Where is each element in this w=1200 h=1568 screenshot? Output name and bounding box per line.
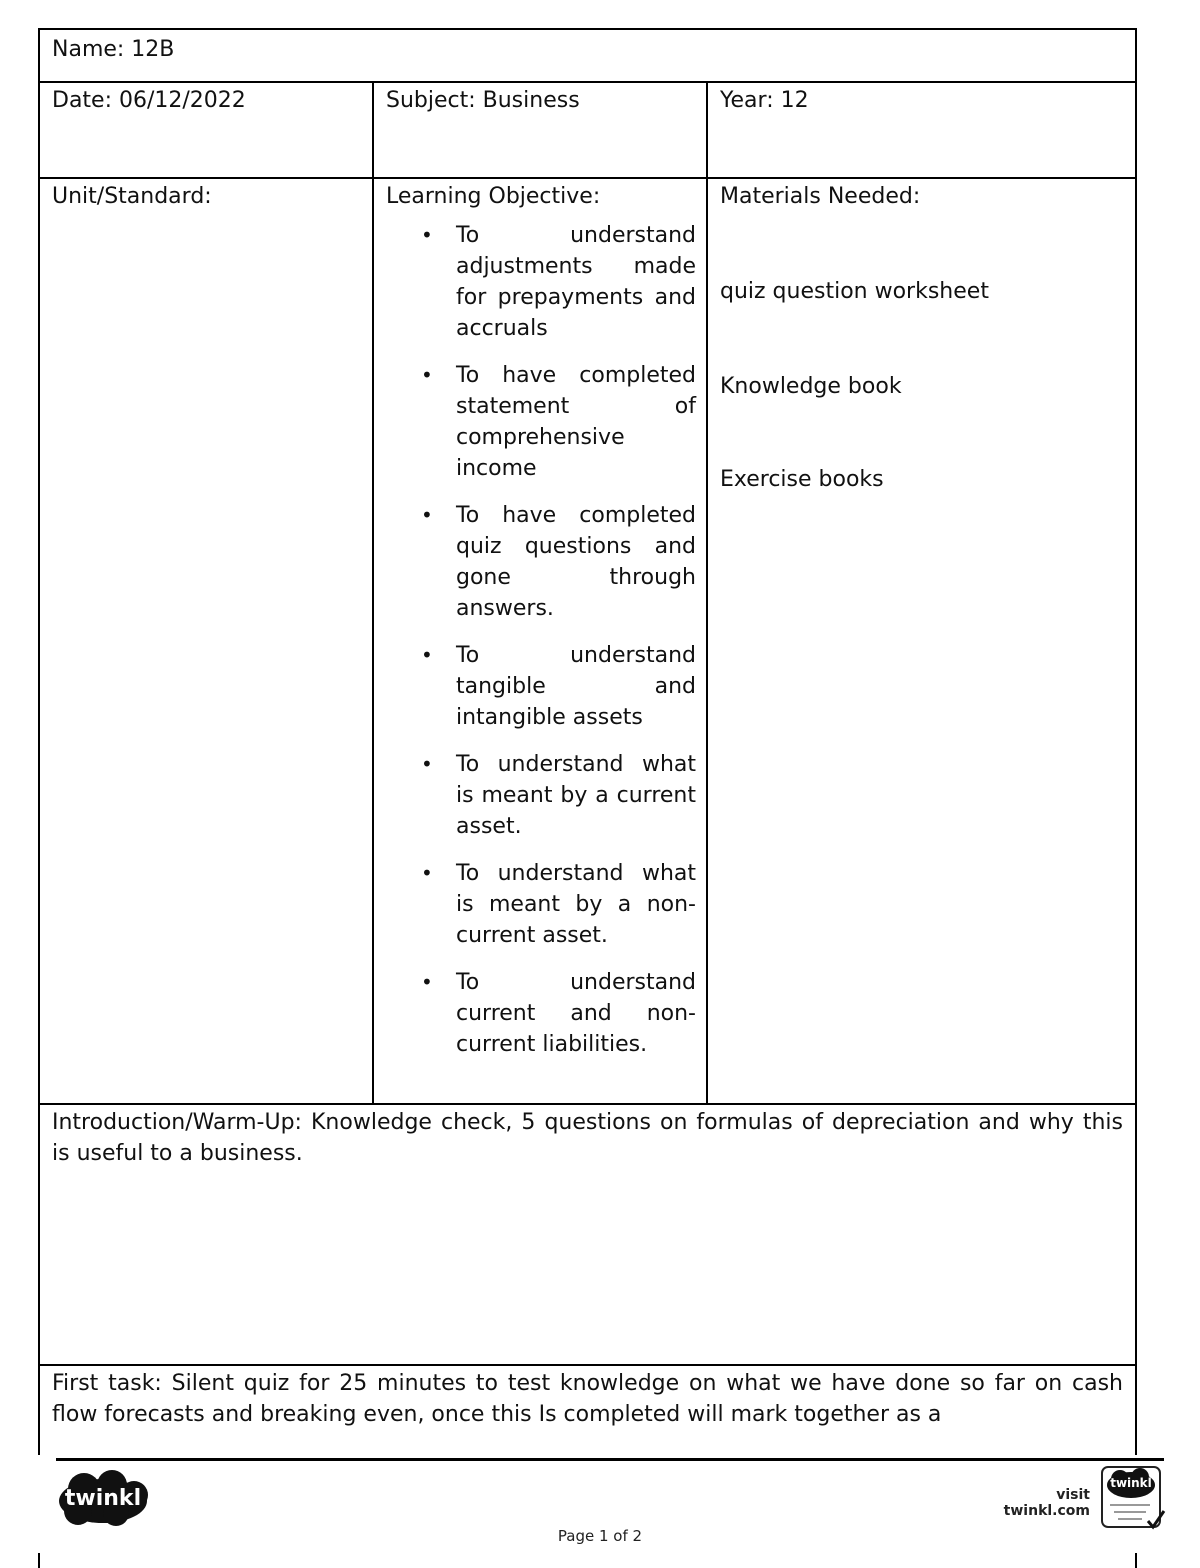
objective-item: • To have completed statement of comprehensive income [456, 360, 696, 484]
unit-standard-label: Unit/Standard: [52, 184, 212, 209]
objective-item: • To have completed quiz questions and gone through answers. [456, 500, 696, 624]
name-cell: Name: 12B [52, 37, 175, 62]
twinkl-logo[interactable] [56, 1469, 150, 1527]
info-row [40, 81, 1135, 179]
page-number: Page 1 of 2 [557, 1527, 643, 1545]
subject-cell: Subject: Business [386, 88, 580, 113]
material-item: Exercise books [720, 467, 884, 492]
approved-badge-icon [1100, 1465, 1166, 1531]
plan-row [40, 177, 1135, 1105]
intro-cell: Introduction/Warm-Up: Knowledge check, 5 questions on formulas of depreciation and why this is useful to a business. [52, 1110, 1123, 1166]
material-item: quiz question worksheet [720, 279, 989, 304]
intro-row [40, 1103, 1135, 1366]
material-item: Knowledge book [720, 374, 902, 399]
footer-divider [56, 1458, 1164, 1461]
logo-wordmark: twinkl [64, 1485, 142, 1511]
learning-objective-cell [374, 177, 708, 1103]
materials-cell [708, 177, 1137, 1103]
unit-standard-cell [40, 177, 374, 1103]
date-cell: Date: 06/12/2022 [52, 88, 246, 113]
lesson-plan-table [38, 28, 1137, 1568]
year-cell: Year: 12 [720, 88, 809, 113]
visit-link[interactable]: visit twinkl.com [1003, 1487, 1090, 1519]
materials-label: Materials Needed: [720, 184, 921, 209]
objective-item: • To understand adjustments made for prepayments and accruals [456, 220, 696, 344]
first-task-cell: First task: Silent quiz for 25 minutes to test knowledge on what we have done so far on cash flow forecasts and breaking even, once this Is completed will mark together as a [52, 1371, 1123, 1427]
objective-item: • To understand what is meant by a non-current asset. [456, 858, 696, 951]
objective-list [386, 220, 696, 1060]
objective-item: • To understand tangible and intangible assets [456, 640, 696, 733]
badge-wordmark: twinkl [1110, 1476, 1152, 1490]
objective-item: • To understand what is meant by a current asset. [456, 749, 696, 842]
page-footer [0, 1455, 1200, 1553]
learning-objective-label: Learning Objective: [386, 184, 601, 209]
objective-item: • To understand current and non-current liabilities. [456, 967, 696, 1060]
quality-badge [1100, 1465, 1166, 1531]
name-row [40, 30, 1135, 83]
